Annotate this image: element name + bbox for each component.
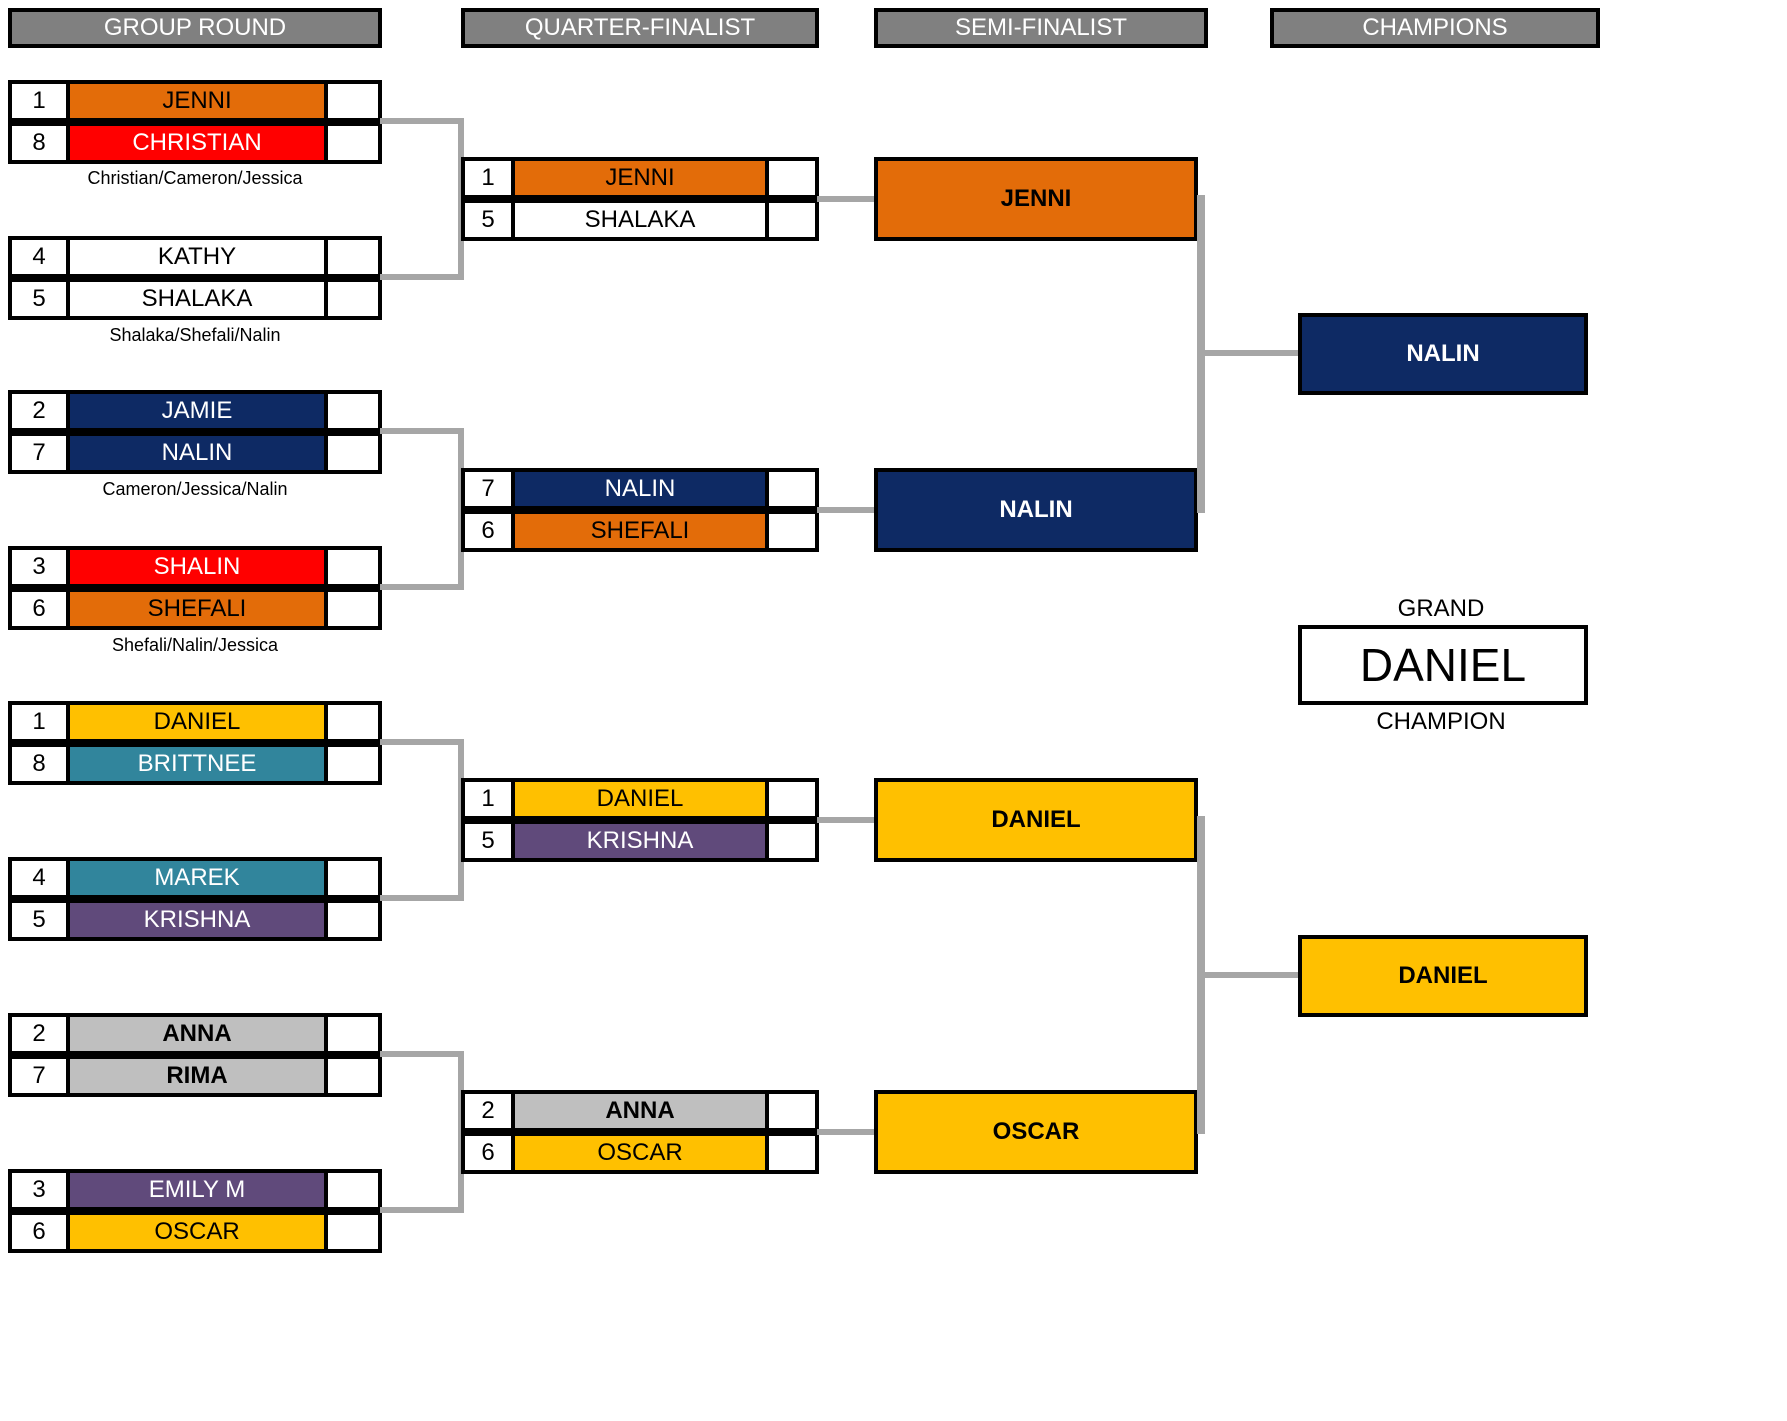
quarter-slot xyxy=(461,157,819,199)
score-cell[interactable] xyxy=(324,1173,378,1207)
player-name: BRITTNEE xyxy=(70,747,328,781)
score-cell[interactable] xyxy=(765,472,815,506)
score-cell[interactable] xyxy=(324,1215,378,1249)
score-cell[interactable] xyxy=(765,514,815,548)
semi-finalist-box: NALIN xyxy=(874,468,1198,552)
player-name: MAREK xyxy=(70,861,328,895)
bracket-connector xyxy=(1205,350,1301,356)
quarter-slot xyxy=(461,510,819,552)
champion-box: NALIN xyxy=(1298,313,1588,395)
seed-number: 7 xyxy=(12,436,70,470)
group-slot xyxy=(8,546,382,588)
quarter-slot xyxy=(461,1090,819,1132)
bracket-connector xyxy=(380,739,464,901)
bracket-connector xyxy=(380,428,464,590)
quarter-slot xyxy=(461,199,819,241)
seed-number: 1 xyxy=(12,705,70,739)
score-cell[interactable] xyxy=(765,1136,815,1170)
score-cell[interactable] xyxy=(324,394,378,428)
seed-number: 5 xyxy=(465,824,515,858)
seed-number: 7 xyxy=(12,1059,70,1093)
group-slot xyxy=(8,236,382,278)
header-group-round: GROUP ROUND xyxy=(8,8,382,48)
bracket-connector xyxy=(380,1051,464,1213)
bracket-connector xyxy=(817,196,877,202)
seed-number: 2 xyxy=(12,394,70,428)
seed-number: 2 xyxy=(465,1094,515,1128)
header-semi-finalist: SEMI-FINALIST xyxy=(874,8,1208,48)
grand-champion-box: DANIEL xyxy=(1298,625,1588,705)
grand-label: GRAND xyxy=(1397,595,1485,622)
score-cell[interactable] xyxy=(324,1017,378,1051)
group-slot xyxy=(8,743,382,785)
bracket-connector xyxy=(817,507,877,513)
group-slot xyxy=(8,390,382,432)
score-cell[interactable] xyxy=(324,436,378,470)
seed-number: 6 xyxy=(12,592,70,626)
group-slot xyxy=(8,588,382,630)
semi-finalist-box: DANIEL xyxy=(874,778,1198,862)
player-name: SHALAKA xyxy=(515,203,769,237)
seed-number: 4 xyxy=(12,861,70,895)
player-name: NALIN xyxy=(515,472,769,506)
player-name: SHEFALI xyxy=(70,592,328,626)
semi-finalist-box: OSCAR xyxy=(874,1090,1198,1174)
player-name: KRISHNA xyxy=(70,903,328,937)
score-cell[interactable] xyxy=(324,705,378,739)
player-name: EMILY M xyxy=(70,1173,328,1207)
score-cell[interactable] xyxy=(324,126,378,160)
seed-number: 7 xyxy=(465,472,515,506)
match-note: Shalaka/Shefali/Nalin xyxy=(109,325,281,345)
quarter-slot xyxy=(461,468,819,510)
score-cell[interactable] xyxy=(765,1094,815,1128)
header-champions: CHAMPIONS xyxy=(1270,8,1600,48)
quarter-slot xyxy=(461,820,819,862)
group-slot xyxy=(8,1169,382,1211)
group-slot xyxy=(8,899,382,941)
bracket-connector xyxy=(817,817,877,823)
seed-number: 8 xyxy=(12,747,70,781)
player-name: DANIEL xyxy=(515,782,769,816)
seed-number: 5 xyxy=(12,282,70,316)
player-name: KATHY xyxy=(70,240,328,274)
header-quarter-finalist: QUARTER-FINALIST xyxy=(461,8,819,48)
seed-number: 1 xyxy=(12,84,70,118)
group-slot xyxy=(8,278,382,320)
score-cell[interactable] xyxy=(324,903,378,937)
bracket-connector xyxy=(380,118,464,280)
player-name: SHALIN xyxy=(70,550,328,584)
score-cell[interactable] xyxy=(765,824,815,858)
player-name: OSCAR xyxy=(515,1136,769,1170)
champion-box: DANIEL xyxy=(1298,935,1588,1017)
score-cell[interactable] xyxy=(324,861,378,895)
match-note: Cameron/Jessica/Nalin xyxy=(102,479,288,499)
group-slot xyxy=(8,80,382,122)
player-name: RIMA xyxy=(70,1059,328,1093)
player-name: OSCAR xyxy=(70,1215,328,1249)
group-slot xyxy=(8,432,382,474)
match-note: Shefali/Nalin/Jessica xyxy=(111,635,279,655)
player-name: JENNI xyxy=(70,84,328,118)
player-name: ANNA xyxy=(515,1094,769,1128)
score-cell[interactable] xyxy=(324,240,378,274)
player-name: NALIN xyxy=(70,436,328,470)
seed-number: 6 xyxy=(465,514,515,548)
player-name: JAMIE xyxy=(70,394,328,428)
match-note: Christian/Cameron/Jessica xyxy=(87,168,303,188)
quarter-slot xyxy=(461,778,819,820)
player-name: CHRISTIAN xyxy=(70,126,328,160)
group-slot xyxy=(8,857,382,899)
seed-number: 5 xyxy=(465,203,515,237)
semi-finalist-box: JENNI xyxy=(874,157,1198,241)
seed-number: 4 xyxy=(12,240,70,274)
seed-number: 6 xyxy=(12,1215,70,1249)
bracket-connector xyxy=(1205,972,1301,978)
bracket-connector xyxy=(817,1129,877,1135)
score-cell[interactable] xyxy=(765,161,815,195)
quarter-slot xyxy=(461,1132,819,1174)
seed-number: 1 xyxy=(465,161,515,195)
score-cell[interactable] xyxy=(324,747,378,781)
player-name: DANIEL xyxy=(70,705,328,739)
player-name: KRISHNA xyxy=(515,824,769,858)
player-name: ANNA xyxy=(70,1017,328,1051)
score-cell[interactable] xyxy=(765,782,815,816)
score-cell[interactable] xyxy=(324,84,378,118)
score-cell[interactable] xyxy=(324,592,378,626)
seed-number: 8 xyxy=(12,126,70,160)
group-slot xyxy=(8,1211,382,1253)
champion-label: CHAMPION xyxy=(1376,708,1506,735)
group-slot xyxy=(8,701,382,743)
score-cell[interactable] xyxy=(324,550,378,584)
seed-number: 2 xyxy=(12,1017,70,1051)
score-cell[interactable] xyxy=(324,282,378,316)
seed-number: 6 xyxy=(465,1136,515,1170)
score-cell[interactable] xyxy=(765,203,815,237)
group-slot xyxy=(8,122,382,164)
seed-number: 1 xyxy=(465,782,515,816)
score-cell[interactable] xyxy=(324,1059,378,1093)
bracket-connector xyxy=(1197,195,1205,513)
group-slot xyxy=(8,1013,382,1055)
seed-number: 5 xyxy=(12,903,70,937)
seed-number: 3 xyxy=(12,1173,70,1207)
seed-number: 3 xyxy=(12,550,70,584)
bracket-connector xyxy=(1197,816,1205,1134)
player-name: SHEFALI xyxy=(515,514,769,548)
player-name: SHALAKA xyxy=(70,282,328,316)
group-slot xyxy=(8,1055,382,1097)
player-name: JENNI xyxy=(515,161,769,195)
